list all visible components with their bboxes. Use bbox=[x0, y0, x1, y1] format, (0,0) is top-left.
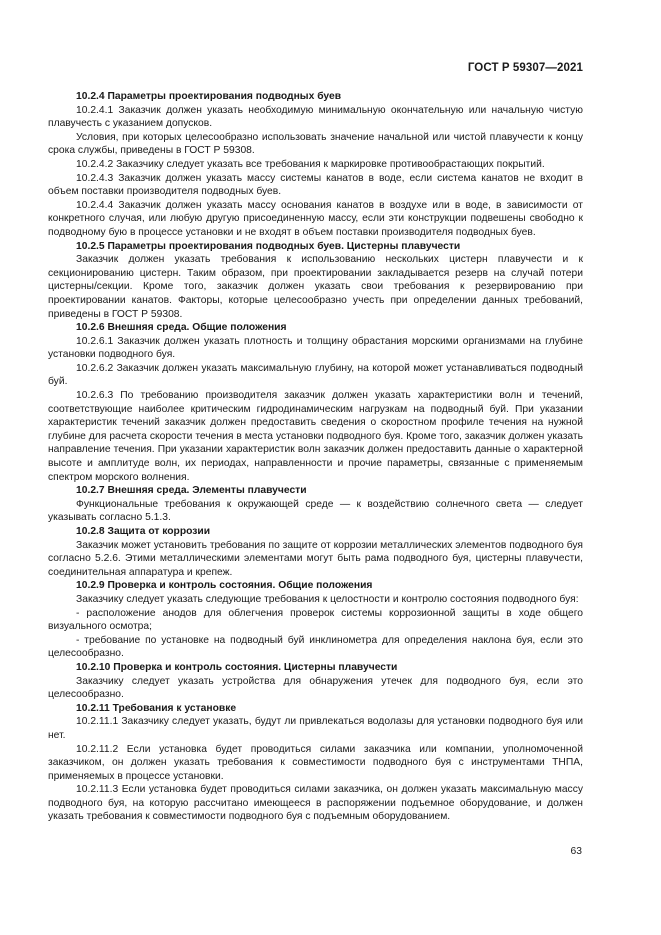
section-heading: 10.2.6 Внешняя среда. Общие положения bbox=[76, 322, 287, 334]
section-heading: 10.2.7 Внешняя среда. Элементы плавучести bbox=[76, 485, 307, 497]
document-body bbox=[48, 90, 583, 824]
page-number: 63 bbox=[570, 846, 582, 857]
standard-header: ГОСТ Р 59307—2021 bbox=[467, 62, 583, 74]
paragraph: 10.2.4.1 Заказчик должен указать необходимую минимальную окончательную или начальную чистую плавучесть с указанием допусков. bbox=[48, 104, 583, 130]
paragraph: 10.2.11.3 Если установка будет проводиться силами заказчика, он должен указать максимальную массу подводного буя, на которую рассчитано имеющееся в распоряжении подъемное оборудование, и должен указать требования к совместимости подводного буя с подъемным оборудованием. bbox=[48, 784, 583, 823]
paragraph: 10.2.4.3 Заказчик должен указать массу системы канатов в воде, если система канатов не входит в объем поставки производителя подводных буев. bbox=[48, 172, 583, 198]
section-heading: 10.2.9 Проверка и контроль состояния. Общие положения bbox=[76, 580, 373, 592]
section-heading: 10.2.4 Параметры проектирования подводных буев bbox=[76, 91, 342, 102]
section-heading: 10.2.11 Требования к установке bbox=[76, 702, 237, 714]
paragraph: Условия, при которых целесообразно использовать значение начальной или чистой плавучести к концу срока службы, приведены в ГОСТ Р 59308. bbox=[48, 131, 583, 157]
paragraph: Заказчик может установить требования по защите от коррозии металлических элементов подводного буя согласно 5.2.6. Этими металлическими элементами могут быть рама подводного буя, цистерны плавучести, соединительная аппаратура и крепеж. bbox=[48, 539, 583, 578]
paragraph: Заказчик должен указать требования к использованию нескольких цистерн плавучести и к секционированию цистерн. Таким образом, при проектировании закладывается резерв на случай потери цистерны/секции. Кроме того, заказчик должен указать свои требования к резервированию при проектировании канатов. Факторы, которые целесообразно учесть при определении данных требований, приведены в ГОСТ Р 59308. bbox=[48, 254, 583, 320]
paragraph: 10.2.6.3 По требованию производителя заказчик должен указать характеристики волн и течений, соответствующие наиболее критическим гидродинамическим нагрузкам на подводный буй. При указании характеристик течений заказчик должен предоставить сведения о скоростном профиле течения на нужной глубине для расчета скорости течения в места установки подводного буя. Кроме того, заказчик должен указать направление течения. При указании характеристик волн заказчик должен предоставить данные о характерной высоте и амплитуде волн, их периодах, направленности и прочие параметры, связанные с применяемым спектром морского волнения. bbox=[48, 390, 583, 483]
section-heading: 10.2.5 Параметры проектирования подводных буев. Цистерны плавучести bbox=[76, 240, 461, 252]
list-item: - расположение анодов для облегчения проверок системы коррозионной защиты в ходе общего визуального осмотра; bbox=[48, 607, 583, 633]
list-item: - требование по установке на подводный буй инклинометра для определения наклона буя, если это целесообразно. bbox=[48, 634, 583, 660]
paragraph: 10.2.11.1 Заказчику следует указать, будут ли привлекаться водолазы для установки подводного буя или нет. bbox=[48, 716, 583, 741]
section-heading: 10.2.8 Защита от коррозии bbox=[76, 526, 211, 537]
section-heading: 10.2.10 Проверка и контроль состояния. Цистерны плавучести bbox=[76, 661, 398, 673]
paragraph: 10.2.4.2 Заказчику следует указать все требования к маркировке противообрастающих покрытий. bbox=[76, 158, 545, 170]
paragraph: 10.2.4.4 Заказчик должен указать массу основания канатов в воздухе или в воде, в зависимости от конкретного случая, или любую другую присоединенную массу, если эти конструкции подвешены свободно к подводному бую в процессе установки и не входят в объем поставки производителя подводных буев. bbox=[48, 199, 583, 238]
paragraph: Заказчику следует указать следующие требования к целостности и контролю состояния подводного буя: bbox=[76, 593, 579, 605]
paragraph: Заказчику следует указать устройства для обнаружения утечек для подводного буя, если это целесообразно. bbox=[48, 675, 583, 701]
paragraph: 10.2.6.2 Заказчик должен указать максимальную глубину, на которой может устанавливаться подводный буй. bbox=[48, 362, 583, 388]
paragraph: 10.2.11.2 Если установка будет проводиться силами заказчика или компании, уполномоченной заказчиком, он должен указать требования к совместимости подводного буя с инструментами ТНПА, применяемых в процессе установки. bbox=[48, 743, 583, 782]
paragraph: 10.2.6.1 Заказчик должен указать плотность и толщину обрастания морскими организмами на глубине установки подводного буя. bbox=[48, 335, 583, 361]
paragraph: Функциональные требования к окружающей среде — к воздействию солнечного света — следует указывать согласно 5.1.3. bbox=[48, 498, 583, 524]
